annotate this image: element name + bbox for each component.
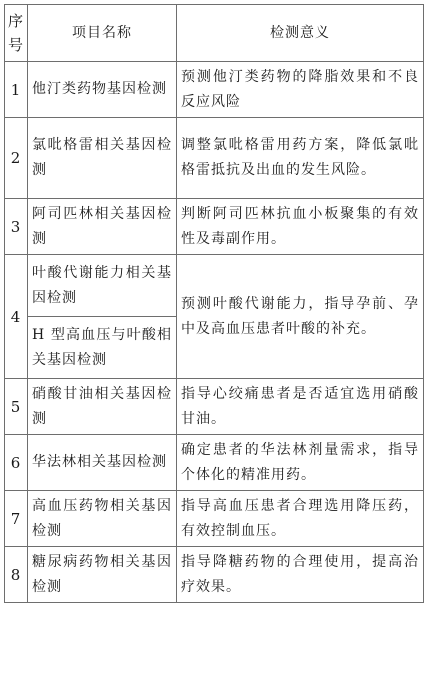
- header-meaning: 检测意义: [177, 5, 424, 62]
- row-meaning: 判断阿司匹林抗血小板聚集的有效性及毒副作用。: [177, 199, 424, 255]
- row-item-name: 华法林相关基因检测: [28, 435, 177, 491]
- table-row: [5, 435, 424, 491]
- row-item-name: 阿司匹林相关基因检测: [28, 199, 177, 255]
- table-row: [5, 255, 424, 317]
- row-item-name: 硝酸甘油相关基因检测: [28, 379, 177, 435]
- row-item-name: 氯吡格雷相关基因检测: [28, 118, 177, 199]
- row-meaning: 指导心绞痛患者是否适宜选用硝酸甘油。: [177, 379, 424, 435]
- table-header-row: [5, 5, 424, 62]
- gene-test-table: [4, 4, 424, 603]
- row-no: 4: [5, 255, 28, 379]
- row-meaning: 调整氯吡格雷用药方案，降低氯吡格雷抵抗及出血的发生风险。: [177, 118, 424, 199]
- table-row: [5, 379, 424, 435]
- row-no: 1: [5, 62, 28, 118]
- row-item-name: H 型高血压与叶酸相关基因检测: [28, 317, 177, 379]
- row-meaning: 确定患者的华法林剂量需求，指导个体化的精准用药。: [177, 435, 424, 491]
- row-no: 2: [5, 118, 28, 199]
- table-row: [5, 62, 424, 118]
- table-row: [5, 491, 424, 547]
- row-item-name: 糖尿病药物相关基因检测: [28, 547, 177, 603]
- row-no: 5: [5, 379, 28, 435]
- row-no: 3: [5, 199, 28, 255]
- header-no: 序号: [5, 5, 28, 62]
- row-meaning: 预测叶酸代谢能力，指导孕前、孕中及高血压患者叶酸的补充。: [177, 255, 424, 379]
- row-no: 7: [5, 491, 28, 547]
- table-row: [5, 199, 424, 255]
- row-item-name: 他汀类药物基因检测: [28, 62, 177, 118]
- header-item-name: 项目名称: [28, 5, 177, 62]
- row-meaning: 指导高血压患者合理选用降压药，有效控制血压。: [177, 491, 424, 547]
- row-item-name: 高血压药物相关基因检测: [28, 491, 177, 547]
- row-meaning: 指导降糖药物的合理使用，提高治疗效果。: [177, 547, 424, 603]
- row-item-name: 叶酸代谢能力相关基因检测: [28, 255, 177, 317]
- row-no: 6: [5, 435, 28, 491]
- table-row: [5, 547, 424, 603]
- row-meaning: 预测他汀类药物的降脂效果和不良反应风险: [177, 62, 424, 118]
- table-row: [5, 118, 424, 199]
- row-no: 8: [5, 547, 28, 603]
